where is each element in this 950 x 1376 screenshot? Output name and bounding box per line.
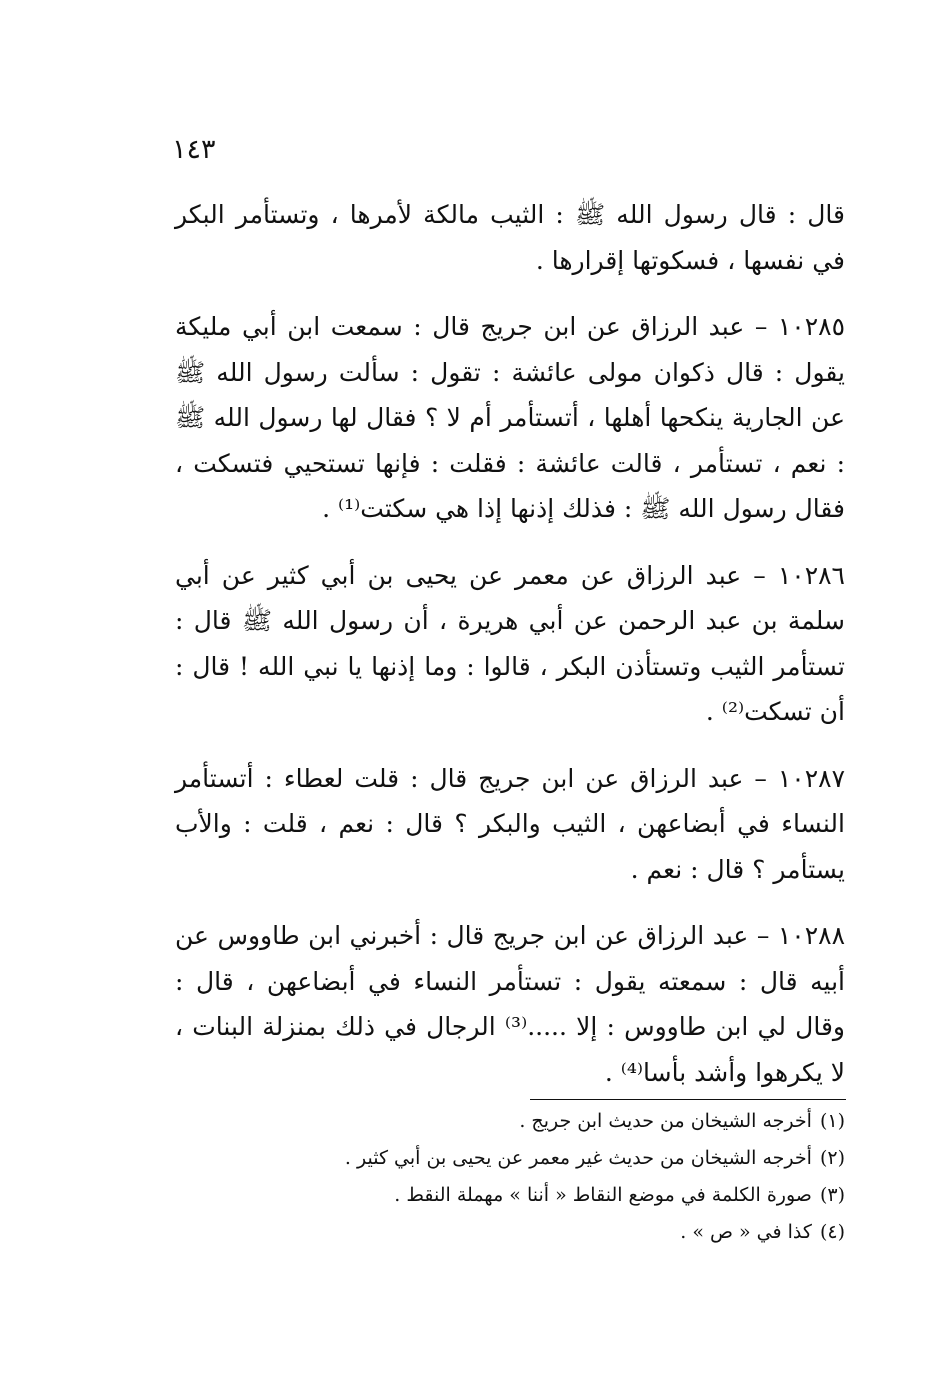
footnote-1: [300, 1103, 845, 1140]
footnote-text: أخرجه الشيخان من حديث غير معمر عن يحيى بن أبي كثير .: [344, 1147, 812, 1169]
paragraph-text: عبد الرزاق عن معمر عن يحيى بن أبي كثير عن أبي سلمة بن عبد الرحمن عن أبي هريرة ، أن رسول الله ﷺ قال : تستأمر الثيب وتستأذن البكر ، قالوا : وما إذنها يا نبي الله ! قال : أن تسكت⁽²⁾ .: [175, 560, 845, 726]
hadith-10285: [175, 304, 845, 532]
footnote-text: أخرجه الشيخان من حديث ابن جريج .: [519, 1110, 812, 1132]
footnote-divider: [530, 1099, 846, 1100]
footnote-2: [300, 1140, 845, 1177]
footnote-label: (٢): [819, 1147, 845, 1169]
footnote-text: صورة الكلمة في موضع النقاط « أننا » مهملة النقط .: [394, 1184, 812, 1206]
page-number: ١٤٣: [172, 134, 216, 165]
footnotes: [300, 1103, 845, 1251]
hadith-number: ١٠٢٨٥ –: [754, 312, 845, 341]
paragraph-text: عبد الرزاق عن ابن جريج قال : سمعت ابن أبي مليكة يقول : قال ذكوان مولى عائشة : تقول : سألت رسول الله ﷺ عن الجارية ينكحها أهلها ، أتستأمر أم لا ؟ فقال لها رسول الله ﷺ : نعم ، تستأمر ، قالت عائشة : فقلت : فإنها تستحيي فتسكت ، فقال رسول الله ﷺ : فذلك إذنها إذا هي سكتت⁽¹⁾ .: [175, 312, 845, 523]
paragraph-text: عبد الرزاق عن ابن جريج قال : أخبرني ابن طاووس عن أبيه قال : سمعته يقول : تستأمر النساء في أبضاعهن ، قال : وقال لي ابن طاووس : إلا .....⁽³⁾ الرجال في ذلك بمنزلة البنات ، لا يكرهوا وأشد بأسا⁽⁴⁾ .: [175, 921, 845, 1087]
paragraph-text: قال : قال رسول الله ﷺ : الثيب مالكة لأمرها ، وتستأمر البكر في نفسها ، فسكوتها إقرارها .: [175, 200, 845, 275]
hadith-number: ١٠٢٨٦ –: [753, 560, 845, 590]
hadith-10287: [175, 756, 845, 893]
footnote-label: (٣): [819, 1184, 845, 1206]
main-text: [175, 192, 845, 1116]
footnote-4: [300, 1214, 845, 1251]
hadith-10286: [175, 553, 845, 735]
hadith-number: ١٠٢٨٨ –: [756, 921, 846, 950]
hadith-number: ١٠٢٨٧ –: [754, 763, 846, 793]
footnote-label: (٤): [819, 1221, 845, 1243]
footnote-text: كذا في « ص » .: [680, 1221, 812, 1243]
paragraph-continuation: [175, 192, 845, 283]
hadith-10288: [175, 913, 845, 1095]
footnote-3: [300, 1177, 845, 1214]
paragraph-text: عبد الرزاق عن ابن جريج قال : قلت لعطاء : أتستأمر النساء في أبضاعهن ، الثيب والبكر ؟ قال : نعم ، قلت : والأب يستأمر ؟ قال : نعم .: [175, 763, 845, 884]
footnote-label: (١): [819, 1110, 845, 1132]
